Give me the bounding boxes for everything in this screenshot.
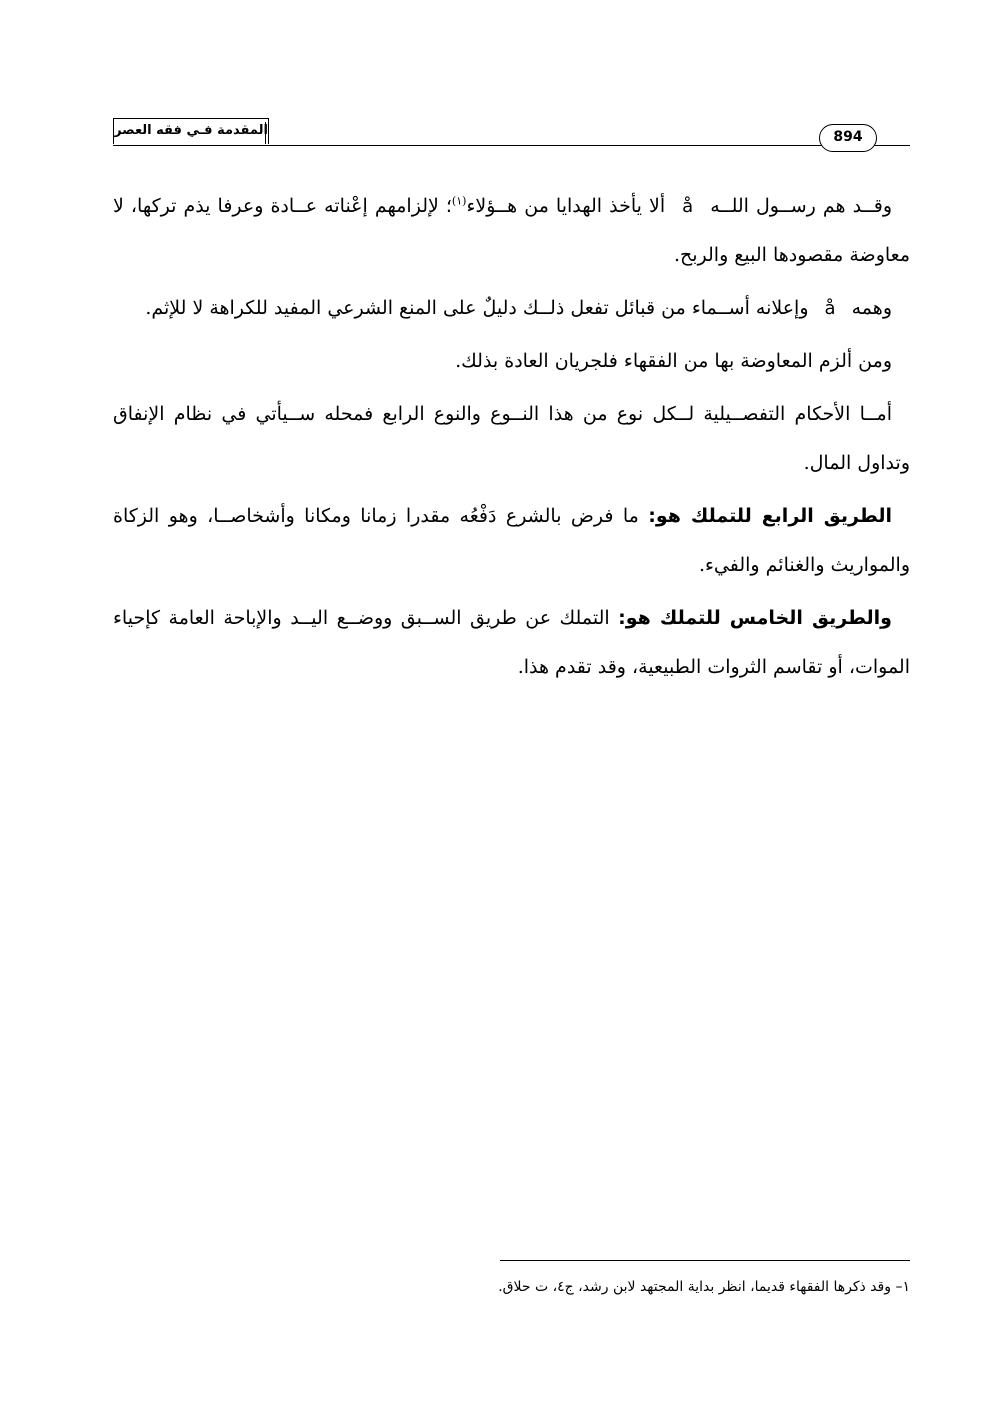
paragraph-2-after: وإعلانه أســماء من قبائل تفعل ذلــك دليلٌ على المنع الشرعي المفيد للكراهة لا للإثم. (145, 297, 809, 319)
paragraph-5-text: ما فرض بالشرع دَفْعُه مقدرا زمانا ومكانا وأشخاصــا، وهو الزكاة والمواريث والغنائم والفيء. (113, 505, 910, 576)
footnote-separator (500, 1260, 910, 1261)
body-text (113, 182, 910, 696)
paragraph-5-heading: الطريق الرابع للتملك هو: (648, 505, 893, 527)
paragraph-6-heading: والطريق الخامس للتملك هو: (618, 607, 892, 629)
footnote-reference[interactable]: (١) (451, 194, 467, 208)
paragraph-1-middle: ألا يأخذ الهدايا من هــؤلاء (466, 195, 666, 217)
paragraph-6-text: التملك عن طريق الســبق ووضــع اليــد والإباحة العامة كإحياء الموات، أو تقاسم الثروات الطبيعية، وقد تقدم هذا. (113, 607, 910, 678)
paragraph-5 (113, 492, 910, 590)
paragraph-1-after: ؛ لإلزامهم إعْناته عــادة وعرفا يذم تركها، لا معاوضة مقصودها البيع والربح. (113, 195, 910, 266)
paragraph-3: ومن ألزم المعاوضة بها من الفقهاء فلجريان العادة بذلك. (455, 350, 892, 372)
page-number-badge: 894 (819, 124, 877, 152)
honorific-symbol: å (824, 298, 836, 319)
honorific-symbol: å (682, 196, 694, 217)
paragraph-2 (113, 284, 910, 333)
header-rule (113, 145, 910, 146)
paragraph-6 (113, 594, 910, 692)
paragraph-4: أمــا الأحكام التفصــيلية لــكل نوع من هذا النــوع والنوع الرابع فمحله ســيأتي في نظام الإنفاق وتداول المال. (113, 403, 910, 474)
footnote-1: ١– وقد ذكرها الفقهاء قديما، انظر بداية المجتهد لابن رشد، ج٤، ت حلاق. (498, 1279, 910, 1295)
running-header-title: المقدمة فـي فقه العصر (113, 118, 269, 144)
paragraph-1-before: وقــد هم رســول اللــه (710, 195, 892, 217)
paragraph-2-before: وهمه (851, 297, 892, 319)
paragraph-1 (113, 182, 910, 280)
